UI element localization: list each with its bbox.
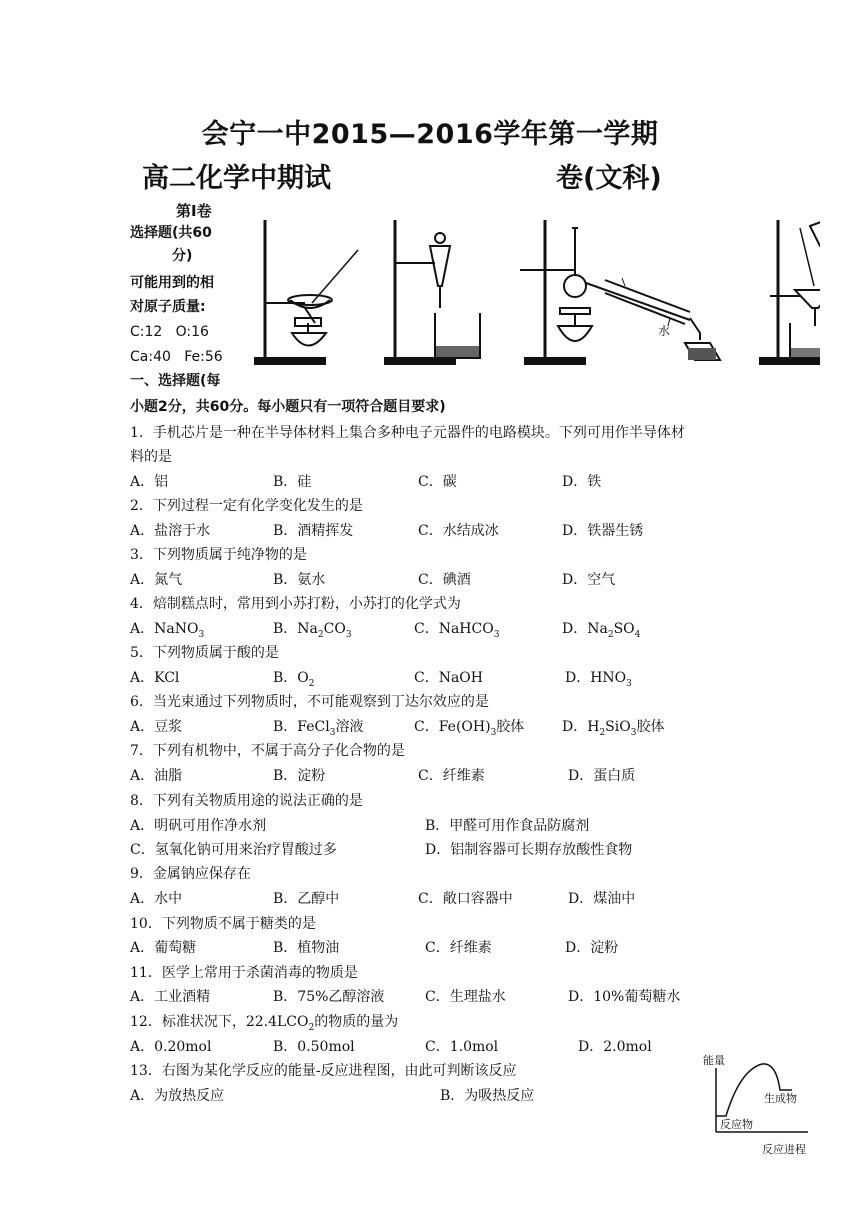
separating-funnel-icon	[385, 220, 480, 364]
q12-option-a[interactable]: A．0.20mol	[130, 1039, 212, 1055]
q9-option-d[interactable]: D．煤油中	[568, 891, 636, 907]
q2-option-a[interactable]: A．盐溶于水	[130, 523, 211, 539]
q9-stem: 9．金属钠应保存在	[130, 866, 251, 882]
q10-stem: 10．下列物质不属于糖类的是	[130, 916, 316, 932]
energy-diagram	[700, 1050, 815, 1160]
q2-option-d[interactable]: D．铁器生锈	[562, 523, 644, 539]
q2-stem: 2．下列过程一定有化学变化发生的是	[130, 498, 363, 514]
q4-options	[130, 618, 770, 638]
q3-option-a[interactable]: A．氮气	[130, 572, 183, 588]
reactant-label: 反应物	[720, 1118, 753, 1131]
q8-options-row2	[130, 839, 770, 859]
q10-option-c[interactable]: C．纤维素	[425, 940, 492, 956]
volume-label: 第I卷	[176, 202, 212, 220]
q8-option-b[interactable]: B．甲醛可用作食品防腐剂	[425, 818, 590, 834]
energy-axis-x-label: 反应进程	[762, 1143, 806, 1156]
q2-option-c[interactable]: C．水结成冰	[418, 523, 499, 539]
q11-stem: 11．医学上常用于杀菌消毒的物质是	[130, 965, 358, 981]
evaporation-apparatus-icon	[255, 220, 358, 364]
energy-curve	[716, 1064, 792, 1116]
filtration-apparatus-icon	[760, 218, 820, 364]
q6-option-c[interactable]: C．$Fe(OH)_3$胶体	[414, 719, 525, 738]
q6-stem: 6．当光束通过下列物质时，不可能观察到丁达尔效应的是	[130, 694, 489, 710]
q5-option-a[interactable]: A．KCl	[130, 670, 180, 686]
q1-options	[130, 471, 770, 491]
q13-option-b[interactable]: B．为吸热反应	[440, 1088, 535, 1104]
q1-option-c[interactable]: C．碳	[418, 474, 457, 490]
q12-option-b[interactable]: B．0.50mol	[273, 1039, 355, 1055]
q8-option-d[interactable]: D．铝制容器可长期存放酸性食物	[425, 842, 633, 858]
atomic-mass-line-4: Ca:40 Fe:56	[130, 349, 223, 365]
q1-option-a[interactable]: A．铝	[130, 474, 169, 490]
q10-option-d[interactable]: D．淀粉	[565, 940, 619, 956]
q10-options	[130, 937, 770, 957]
atomic-mass-line-2: 对原子质量:	[130, 299, 206, 315]
q3-option-c[interactable]: C．碘酒	[418, 572, 471, 588]
q4-option-b[interactable]: B．$Na_2CO_3$	[273, 621, 352, 640]
q7-option-d[interactable]: D．蛋白质	[568, 768, 636, 784]
q7-option-a[interactable]: A．油脂	[130, 768, 183, 784]
q12-option-d[interactable]: D．2.0mol	[578, 1039, 652, 1055]
q6-option-d[interactable]: D．$H_2SiO_3$胶体	[562, 719, 665, 738]
atomic-mass-line-1: 可能用到的相	[130, 275, 214, 291]
q5-option-d[interactable]: D．$HNO_3$	[565, 670, 632, 689]
lab-apparatus-figure	[250, 208, 820, 380]
q6-option-b[interactable]: B．FeCl$_3$溶液	[273, 719, 364, 738]
energy-axis-y-label: 能量	[703, 1054, 725, 1067]
q11-option-c[interactable]: C．生理盐水	[425, 989, 506, 1005]
q11-option-d[interactable]: D．10%葡萄糖水	[568, 989, 681, 1005]
atomic-mass-line-3: C:12 O:16	[130, 324, 209, 340]
q12-option-c[interactable]: C．1.0mol	[425, 1039, 499, 1055]
q12-options	[130, 1036, 770, 1056]
q8-stem: 8．下列有关物质用途的说法正确的是	[130, 793, 363, 809]
q13-option-a[interactable]: A．为放热反应	[130, 1088, 225, 1104]
q5-options	[130, 667, 770, 687]
exam-title-line1: 会宁一中2015—2016学年第一学期	[201, 119, 659, 150]
q9-options	[130, 888, 770, 908]
q11-option-b[interactable]: B．75%乙醇溶液	[273, 989, 385, 1005]
q3-option-b[interactable]: B．氨水	[273, 572, 326, 588]
q13-stem: 13．右图为某化学反应的能量-反应进程图，由此可判断该反应	[130, 1063, 517, 1079]
q7-options	[130, 765, 770, 785]
q7-option-b[interactable]: B．淀粉	[273, 768, 326, 784]
q7-option-c[interactable]: C．纤维素	[418, 768, 485, 784]
distillation-apparatus-icon	[520, 220, 720, 364]
q2-options	[130, 520, 770, 540]
q9-option-c[interactable]: C．敞口容器中	[418, 891, 513, 907]
q1-stem-cont: 料的是	[130, 449, 172, 465]
q6-options	[130, 716, 770, 736]
q8-option-c[interactable]: C．氢氧化钠可用来治疗胃酸过多	[130, 842, 337, 858]
q11-option-a[interactable]: A．工业酒精	[130, 989, 211, 1005]
q3-option-d[interactable]: D．空气	[562, 572, 616, 588]
q8-option-a[interactable]: A．明矾可用作净水剂	[130, 818, 267, 834]
q6-option-a[interactable]: A．豆浆	[130, 719, 183, 735]
q5-option-b[interactable]: B．$O_2$	[273, 670, 315, 689]
instruction-rest: 小题2分，共60分。每小题只有一项符合题目要求)	[130, 399, 446, 415]
q11-options	[130, 986, 770, 1006]
q9-option-a[interactable]: A．水中	[130, 891, 183, 907]
section-heading-2: 分)	[172, 248, 193, 264]
q3-stem: 3．下列物质属于纯净物的是	[130, 547, 307, 563]
q5-option-c[interactable]: C．NaOH	[414, 670, 483, 686]
q10-option-a[interactable]: A．葡萄糖	[130, 940, 197, 956]
q10-option-b[interactable]: B．植物油	[273, 940, 340, 956]
q3-options	[130, 569, 770, 589]
q1-option-d[interactable]: D．铁	[562, 474, 602, 490]
q9-option-b[interactable]: B．乙醇中	[273, 891, 340, 907]
q12-stem: 12．标准状况下，$22.4LCO_2$的物质的量为	[130, 1014, 399, 1033]
q4-option-a[interactable]: A．NaNO$_3$	[130, 621, 205, 640]
instruction-start: 一、选择题(每	[130, 373, 221, 389]
water-label: 水	[658, 324, 671, 338]
q4-option-c[interactable]: C．NaHCO$_3$	[414, 621, 500, 640]
q5-stem: 5．下列物质属于酸的是	[130, 645, 279, 661]
q8-options-row1	[130, 815, 770, 835]
q4-stem: 4．焙制糕点时，常用到小苏打粉，小苏打的化学式为	[130, 596, 461, 612]
q1-option-b[interactable]: B．硅	[273, 474, 312, 490]
q4-option-d[interactable]: D．$Na_2SO_4$	[562, 621, 641, 640]
product-label: 生成物	[764, 1092, 797, 1105]
q7-stem: 7．下列有机物中，不属于高分子化合物的是	[130, 743, 405, 759]
q1-stem: 1．手机芯片是一种在半导体材料上集合多种电子元器件的电路模块。下列可用作半导体材	[130, 425, 685, 441]
exam-title-line2-left: 高二化学中期试	[142, 163, 331, 194]
q2-option-b[interactable]: B．酒精挥发	[273, 523, 354, 539]
q13-options	[130, 1085, 770, 1105]
section-heading-1: 选择题(共60	[130, 225, 212, 241]
exam-title-line2-right: 卷(文科)	[556, 163, 662, 194]
